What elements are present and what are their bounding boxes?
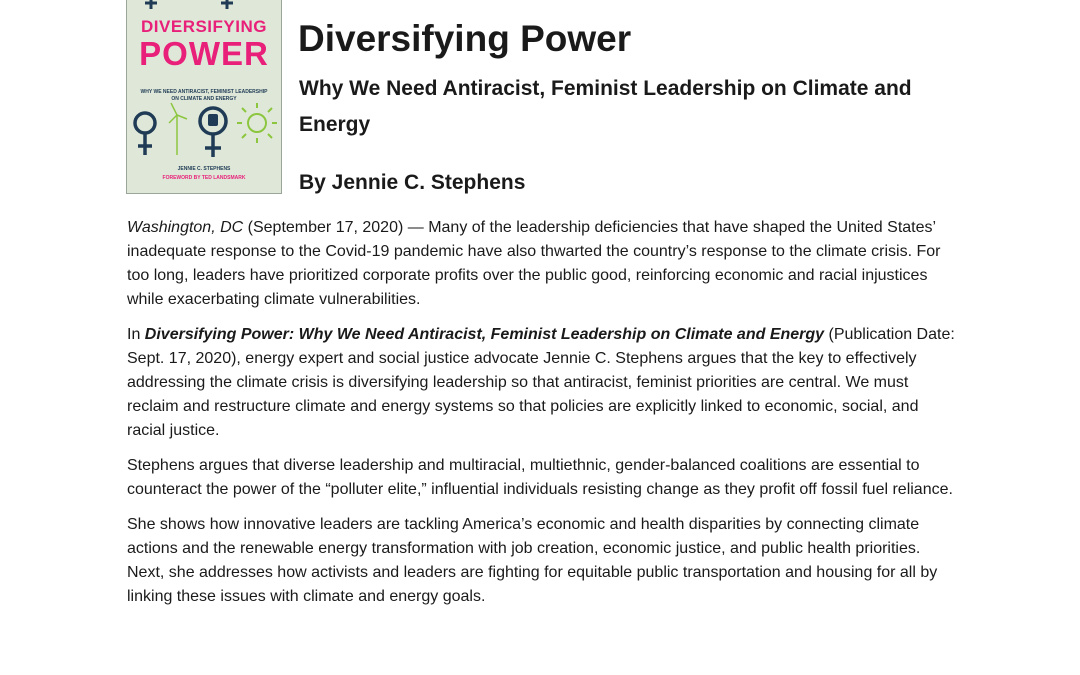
sun-icon (237, 103, 277, 143)
cover-title-line1: DIVERSIFYING (141, 17, 267, 36)
paragraph-2 (127, 323, 957, 443)
paragraph-1-text: (September 17, 2020) — Many of the leadership deficiencies that have shaped the United States’ inadequate response to the Covid-19 pandemic have also thwarted the country’s response to the climate crisis. For too long, leaders have prioritized corporate profits over the public good, reinforcing economic and racial injustices while exacerbating climate vulnerabilities. (127, 219, 941, 308)
cover-subtitle: WHY WE NEED ANTIRACIST, FEMINIST LEADERSHIP ON CLIMATE AND ENERGY (140, 89, 268, 102)
cover-author: JENNIE C. STEPHENS (177, 166, 231, 172)
cover-title-line2: POWER (139, 35, 269, 72)
paragraph-2-intro: In (127, 326, 145, 343)
cover-foreword: FOREWORD BY TED LANDSMARK (162, 175, 246, 181)
fist-icon (208, 114, 218, 126)
author-byline: By Jennie C. Stephens (299, 171, 526, 194)
paragraph-2-text: (Publication Date: Sept. 17, 2020), energy expert and social justice advocate Jennie C. Stephens argues that the key to effectively addressing the climate crisis is diversifying leadership so that antiracist, feminist priorities are central. We must reclaim and restructure climate and energy systems so that policies are explicitly linked to economic, social, and racial justice. (127, 326, 955, 439)
paragraph-1 (127, 216, 957, 312)
paragraph-4: She shows how innovative leaders are tackling America’s economic and health disparities by connecting climate actions and the renewable energy transformation with job creation, economic justice, and public health priorities. Next, she addresses how activists and leaders are fighting for equitable public transportation and housing for all by linking these issues with climate and energy goals. (127, 516, 938, 605)
female-symbol-icon (135, 113, 155, 155)
paragraph-3: Stephens argues that diverse leadership and multiracial, multiethnic, gender-balanced coalitions are essential to counteract the power of the “polluter elite,” influential individuals resisting change as they profit off fossil fuel reliance. (127, 457, 953, 498)
article-body (127, 216, 957, 620)
dateline: Washington, DC (127, 219, 244, 236)
book-cover (126, 0, 282, 194)
book-title-inline: Diversifying Power: Why We Need Antiracist, Feminist Leadership on Climate and Energy (144, 326, 825, 343)
wind-turbine-icon (169, 103, 187, 155)
page-title: Diversifying Power (298, 18, 632, 59)
female-symbol-icon (145, 0, 233, 9)
page-subtitle: Why We Need Antiracist, Feminist Leadership on Climate and Energy (299, 77, 912, 136)
